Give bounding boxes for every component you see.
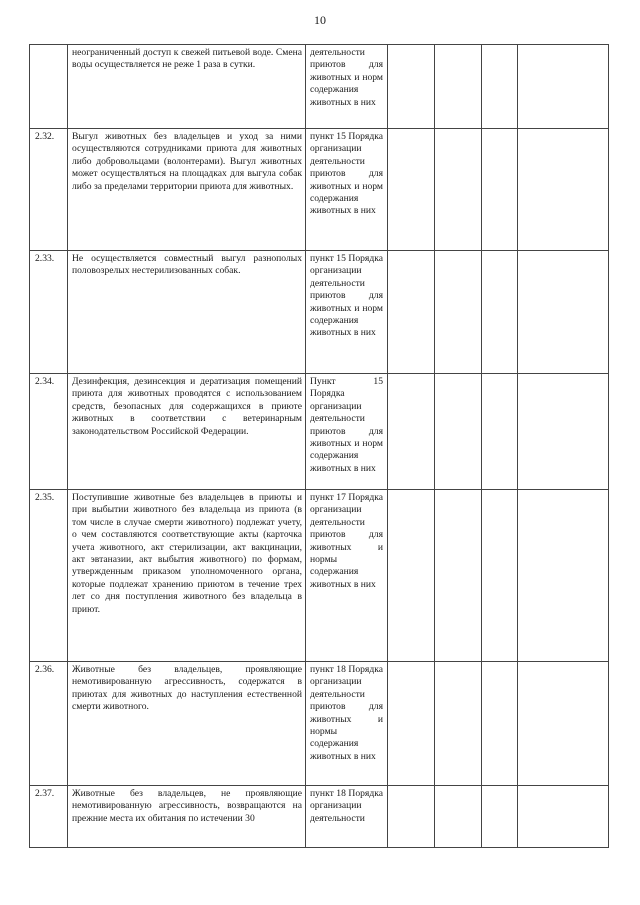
empty-cell	[435, 786, 482, 848]
row-number: 2.32.	[30, 129, 68, 251]
requirement-text: Дезинфекция, дезинсекция и дератизация помещений приюта для животных проводятся с использованием средств, безопасных для содержащихся в приюте животных в соответствии с ветеринарным законодательством Российской Федерации.	[68, 374, 306, 490]
empty-cell	[388, 490, 435, 662]
requirement-text: Поступившие животные без владельцев в приюты и при выбытии животного без владельца из приюта (в том числе в случае смерти животного) подлежат учету, о чем составляются соответствующие акты (карточка учета животного, акт стерилизации, акт вакцинации, акт эвтаназии, акт выбытия животного) по формам, утвержденным приказом уполномоченного органа, которые подлежат хранению приютом в течение трех лет со дня поступления животного без владельца в приют.	[68, 490, 306, 662]
requirements-table	[29, 44, 609, 848]
empty-cell	[482, 129, 518, 251]
empty-cell	[518, 129, 609, 251]
empty-cell	[482, 662, 518, 786]
empty-cell	[518, 786, 609, 848]
row-number: 2.36.	[30, 662, 68, 786]
legal-reference: Пункт 15 Порядка организации деятельности приютов для животных и норм содержания животных в них	[306, 374, 388, 490]
row-number: 2.34.	[30, 374, 68, 490]
empty-cell	[518, 662, 609, 786]
requirement-text: Животные без владельцев, не проявляющие немотивированную агрессивность, возвращаются на прежние места их обитания по истечении 30	[68, 786, 306, 848]
table-row	[30, 662, 609, 786]
empty-cell	[435, 374, 482, 490]
row-number: 2.37.	[30, 786, 68, 848]
empty-cell	[482, 786, 518, 848]
requirement-text: неограниченный доступ к свежей питьевой воде. Смена воды осуществляется не реже 1 раза в сутки.	[68, 45, 306, 129]
empty-cell	[435, 129, 482, 251]
legal-reference: пункт 15 Порядка организации деятельности приютов для животных и норм содержания животных в них	[306, 129, 388, 251]
empty-cell	[388, 251, 435, 374]
table-row	[30, 129, 609, 251]
empty-cell	[435, 45, 482, 129]
legal-reference: деятельности приютов для животных и норм содержания животных в них	[306, 45, 388, 129]
table-row	[30, 251, 609, 374]
empty-cell	[388, 374, 435, 490]
requirement-text: Животные без владельцев, проявляющие немотивированную агрессивность, содержатся в приютах для животных до наступления естественной смерти животного.	[68, 662, 306, 786]
empty-cell	[388, 662, 435, 786]
empty-cell	[388, 786, 435, 848]
empty-cell	[518, 490, 609, 662]
table-row	[30, 45, 609, 129]
legal-reference: пункт 18 Порядка организации деятельности приютов для животных и нормы содержания животных в них	[306, 662, 388, 786]
requirement-text: Не осуществляется совместный выгул разнополых половозрелых нестерилизованных собак.	[68, 251, 306, 374]
empty-cell	[435, 490, 482, 662]
table-row	[30, 374, 609, 490]
row-number: 2.35.	[30, 490, 68, 662]
empty-cell	[482, 490, 518, 662]
empty-cell	[482, 374, 518, 490]
table-row	[30, 786, 609, 848]
empty-cell	[518, 374, 609, 490]
empty-cell	[435, 662, 482, 786]
legal-reference: пункт 18 Порядка организации деятельности	[306, 786, 388, 848]
row-number: 2.33.	[30, 251, 68, 374]
requirement-text: Выгул животных без владельцев и уход за ними осуществляются сотрудниками приюта для животных либо добровольцами (волонтерами). Выгул животных может осуществляться на площадках для выгула собак либо за пределами территории приюта для животных.	[68, 129, 306, 251]
empty-cell	[388, 45, 435, 129]
table-row	[30, 490, 609, 662]
empty-cell	[518, 45, 609, 129]
legal-reference: пункт 17 Порядка организации деятельности приютов для животных и нормы содержания животных в них	[306, 490, 388, 662]
page-number: 10	[314, 13, 326, 27]
empty-cell	[518, 251, 609, 374]
legal-reference: пункт 15 Порядка организации деятельности приютов для животных и норм содержания животных в них	[306, 251, 388, 374]
empty-cell	[482, 251, 518, 374]
empty-cell	[482, 45, 518, 129]
empty-cell	[435, 251, 482, 374]
empty-cell	[388, 129, 435, 251]
row-number	[30, 45, 68, 129]
